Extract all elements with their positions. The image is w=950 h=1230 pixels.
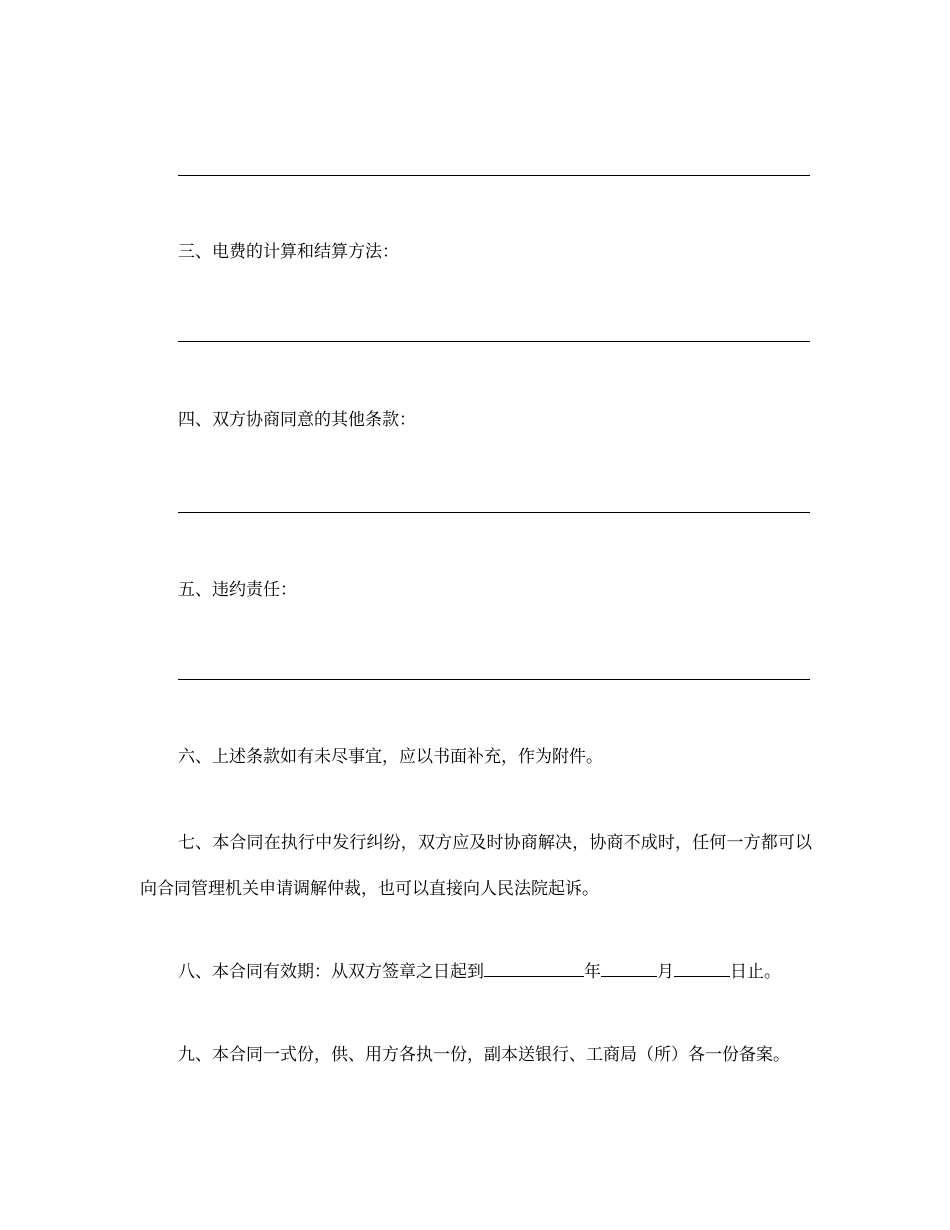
clause-5-heading: 五、违约责任： xyxy=(178,580,297,600)
day-blank xyxy=(674,958,730,977)
fill-in-line xyxy=(178,679,810,680)
day-end-label: 日止。 xyxy=(730,962,781,982)
clause-3-heading: 三、电费的计算和结算方法： xyxy=(178,242,399,262)
fill-in-line xyxy=(178,512,810,513)
year-blank xyxy=(484,958,584,977)
clause-7-text: 七、本合同在执行中发行纠纷，双方应及时协商解决，协商不成时，任何一方都可以向合同管理机关申请调解仲裁，也可以直接向人民法院起诉。 xyxy=(140,833,812,899)
clause-4-heading: 四、双方协商同意的其他条款： xyxy=(178,410,416,430)
fill-in-line xyxy=(178,341,810,342)
year-label: 年 xyxy=(584,962,601,982)
month-blank xyxy=(601,958,657,977)
clause-6-text: 六、上述条款如有未尽事宜，应以书面补充，作为附件。 xyxy=(178,747,603,767)
clause-8-text xyxy=(178,958,781,984)
month-label: 月 xyxy=(657,962,674,982)
clause-9-text: 九、本合同一式份，供、用方各执一份，副本送银行、工商局（所）各一份备案。 xyxy=(178,1045,790,1065)
fill-in-line xyxy=(178,175,810,176)
clause-8-prefix: 八、本合同有效期：从双方签章之日起到 xyxy=(178,962,484,982)
